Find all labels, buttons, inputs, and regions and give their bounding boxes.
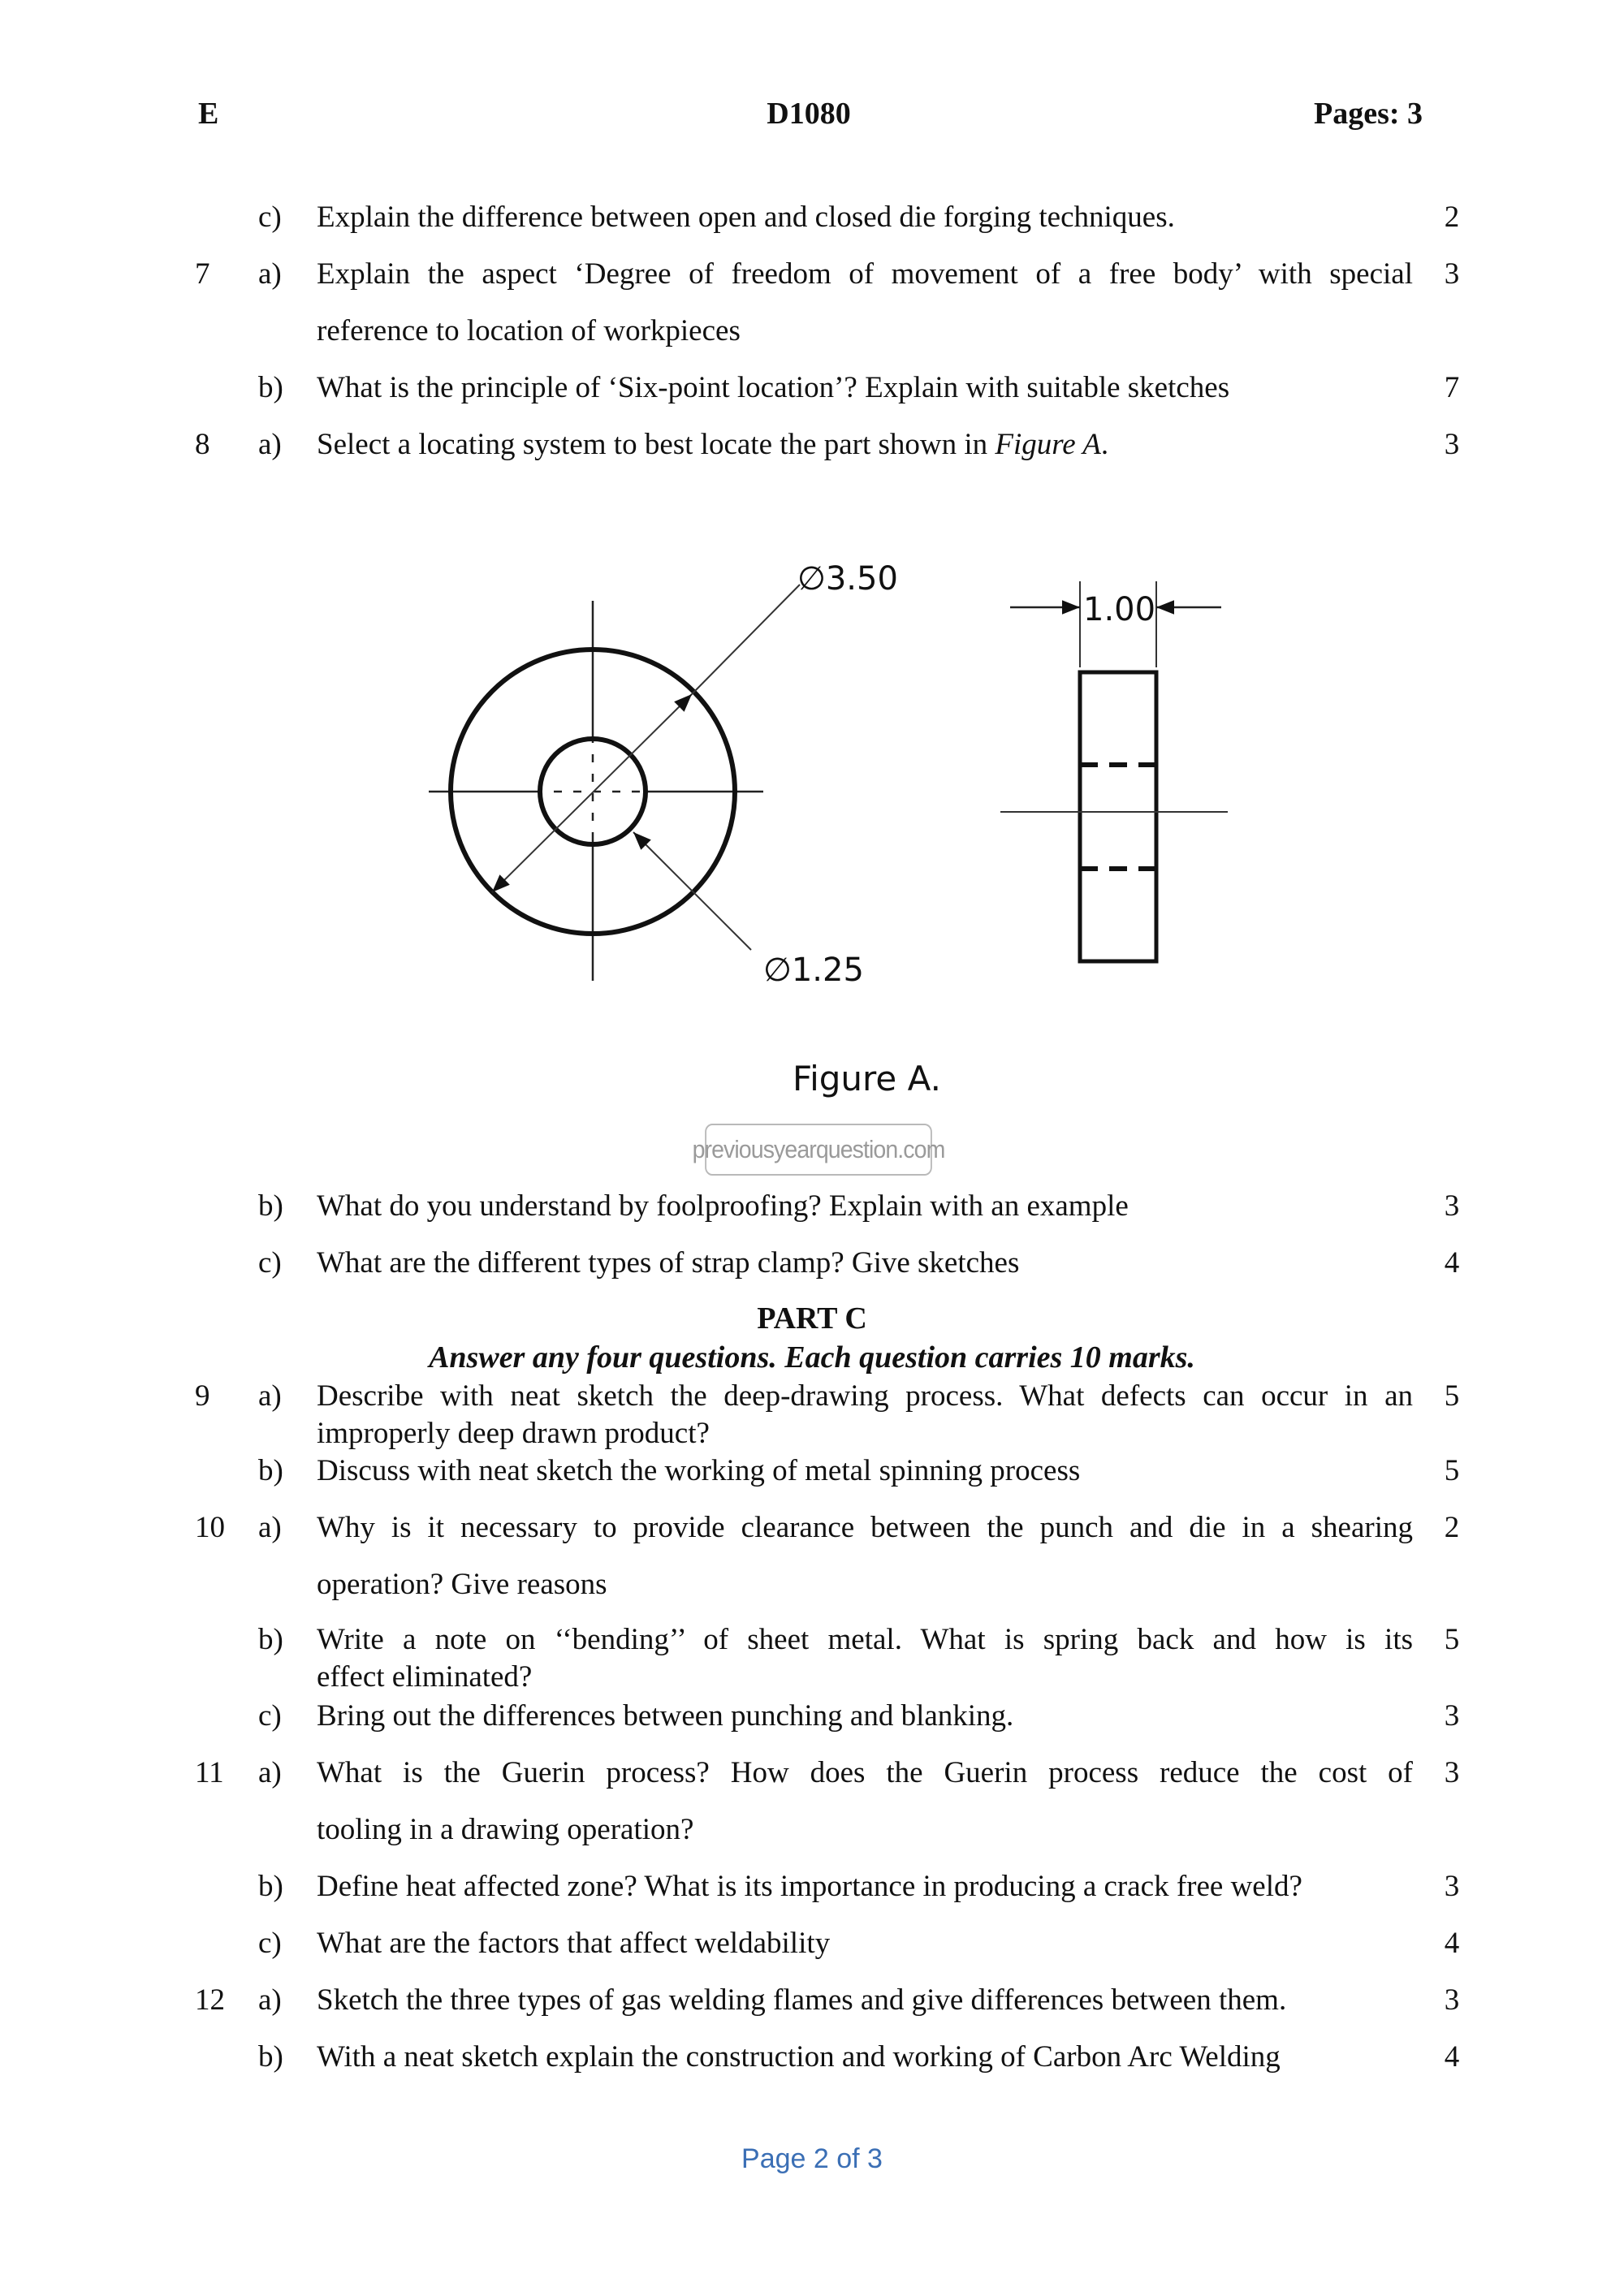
question-12b: b) With a neat sketch explain the construction and working of Carbon Arc Welding 4 bbox=[258, 2040, 1460, 2074]
question-10b: b) Write a note on ‘‘bending’’ of sheet metal. What is spring back and how is its 5 bbox=[258, 1623, 1460, 1656]
header-pages: Pages: 3 bbox=[1314, 97, 1423, 131]
question-11a-continued: tooling in a drawing operation? bbox=[317, 1813, 694, 1846]
washer-side-view bbox=[1000, 581, 1228, 961]
question-8b: b) What do you understand by foolproofing? Explain with an example 3 bbox=[258, 1189, 1460, 1223]
question-8c: c) What are the different types of strap clamp? Give sketches 4 bbox=[258, 1246, 1460, 1280]
question-7a-continued: reference to location of workpieces bbox=[317, 314, 741, 347]
header-series: E bbox=[198, 97, 219, 131]
inner-diameter-label: ∅1.25 bbox=[763, 952, 864, 989]
question-10a-continued: operation? Give reasons bbox=[317, 1568, 607, 1601]
question-7a: 7 a) Explain the aspect ‘Degree of freedom of movement of a free body’ with special 3 bbox=[195, 257, 1460, 291]
question-10b-continued: effect eliminated? bbox=[317, 1660, 533, 1694]
question-12a: 12 a) Sketch the three types of gas welding flames and give differences between them. 3 bbox=[195, 1983, 1460, 2017]
question-10c: c) Bring out the differences between punching and blanking. 3 bbox=[258, 1699, 1460, 1733]
question-11c: c) What are the factors that affect weldability 4 bbox=[258, 1927, 1460, 1960]
outer-diameter-label: ∅3.50 bbox=[797, 560, 898, 598]
figure-caption: Figure A. bbox=[793, 1059, 941, 1098]
question-8a: 8 a) Select a locating system to best locate the part shown in Figure A. 3 bbox=[195, 428, 1460, 461]
washer-front-view bbox=[429, 585, 800, 981]
side-view-rectangle bbox=[1080, 672, 1156, 961]
question-6c: c) Explain the difference between open and closed die forging techniques. 2 bbox=[258, 201, 1460, 234]
question-10a: 10 a) Why is it necessary to provide clearance between the punch and die in a shearing 2 bbox=[195, 1511, 1460, 1544]
part-c-instruction: Answer any four questions. Each question carries 10 marks. bbox=[429, 1340, 1195, 1375]
page-footer: Page 2 of 3 bbox=[741, 2143, 883, 2174]
figure-reference: Figure A bbox=[995, 428, 1101, 461]
thickness-label: 1.00 bbox=[1083, 591, 1156, 628]
header-paper-code: D1080 bbox=[767, 97, 851, 131]
watermark-logo: previousyearquestion.com bbox=[705, 1124, 932, 1176]
question-11b: b) Define heat affected zone? What is its importance in producing a crack free weld? 3 bbox=[258, 1870, 1460, 1903]
part-c-title: PART C bbox=[757, 1301, 867, 1336]
question-9a-continued: improperly deep drawn product? bbox=[317, 1417, 710, 1450]
question-7b: b) What is the principle of ‘Six-point location’? Explain with suitable sketches 7 bbox=[258, 371, 1460, 404]
question-11a: 11 a) What is the Guerin process? How does the Guerin process reduce the cost of 3 bbox=[195, 1756, 1460, 1789]
question-9b: b) Discuss with neat sketch the working of metal spinning process 5 bbox=[258, 1454, 1460, 1487]
question-9a: 9 a) Describe with neat sketch the deep-drawing process. What defects can occur in an 5 bbox=[195, 1379, 1460, 1413]
